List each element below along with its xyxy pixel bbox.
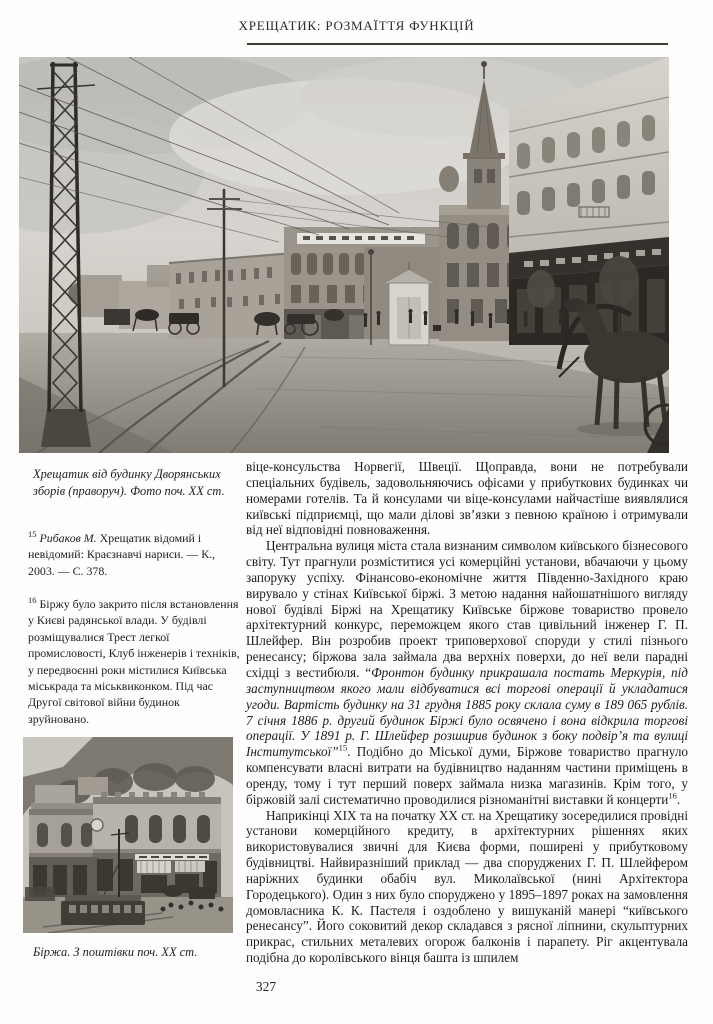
footnote-ref-15: 15 [338, 742, 348, 753]
footnote-15-marker: 15 [28, 528, 37, 539]
paragraph-2-continuation: . Подібно до Міської думи, Біржове товариство прагнуло компенсувати власні витрати на будівництво наданням частини приміщень в оренду, тому і тут перший поверх займала низка магазинів. Крім того, у біржовій залі систематично проводилися різноманітні виставки й концерти [246, 744, 688, 807]
article-paragraph-3: Наприкінці XIX та на початку XX ст. на Хрещатику зосередилися провідні установи комерційного кредиту, в архітектурних рішеннях яких використовувалися звичні для Києва форми, поширені у прибутковому будівництві. Найвиразніший приклад — два споруджених Г. П. Шлейфером наріжних будинки обабіч вул. Миколаївської (нині Архітектора Городецького). Один з них було споруджено у 1895–1897 роках на замовлення домовласника К. К. Пастеля і оздоблено у вишуканій манері “київського ренесансу”. Його соковитий декор складався з рясної ліпнини, скульптурних прикрас, стильних металевих огорож балконів і парапету. Ріг акцентувала подібна до королівського вінця башта із шпилем [246, 807, 688, 966]
photo-khreshchatyk-street [19, 57, 669, 453]
article-paragraph-2 [246, 538, 688, 807]
header-rule [247, 43, 668, 45]
paragraph-2-quotation: Фронтон будинку прикрашала постать Меркурія, під заступництвом якого мали відбуватися всі торгові операції й укладатися угоди. Вартість будинку на 31 грудня 1885 року склала суму в 189 065 рублів. 7 січня 1886 р. другий будинок Біржі було освячено і вона відкрила торгові операції. У 1891 р. Г. Шлейфер розширив будинок з боку подвір’я та вулиці Інститутської” [246, 664, 688, 760]
footnote-16 [28, 596, 241, 727]
photo2-caption: Біржа. З поштівки поч. XX ст. [33, 945, 198, 959]
footnote-15-author: Рибаков М. [39, 530, 97, 545]
photo1-caption: Хрещатик від будинку Дворянських зборів (праворуч). Фото поч. XX ст. [33, 467, 225, 498]
footnote-16-marker: 16 [28, 594, 37, 605]
paragraph-2-end: . [676, 791, 681, 807]
article-column [246, 459, 688, 966]
footnote-16-text: Біржу було закрито після встановлення у Києві радянської влади. У будівлі розміщувалися Трест легкої промисловості, Клуб інженерів і техніків, у передвоєнні роки містилися Київська міськрада та міськвиконком. Під час Другої світової війни будинок зруйновано. [28, 596, 240, 726]
photo1-street [19, 327, 669, 453]
article-paragraph-1: віце-консульства Норвегії, Швеції. Щоправда, вони не потребували спеціальних будівель, задовольняючись офісами у прибуткових будинках чи номерами готелів. Та й консулами чи віце-консулами найчастіше виявлялися київські підприємці, що мали ділові зв’язки з певною країною і отримували від неї відповідні повноваження. [246, 459, 688, 538]
footnote-ref-16: 16 [668, 790, 677, 801]
footnote-15 [28, 530, 241, 579]
running-head-title: ХРЕЩАТИК: РОЗМАЇТТЯ ФУНКЦІЙ [238, 18, 475, 33]
paragraph-2-lead: Центральна вулиця міста стала визнаним символом київського бізнесового світу. Тут прагнули розміститися усі комерційні установи, вбачаючи у цьому запоруку успіху. Фінансово-економічне життя Південно-Західного краю вирувало у стінах Київської біржі. З метою надання найошатнішого вигляду нової будівлі Біржі на Хрещатику Київське біржове товариство провело архітектурний конкурс, переможцем якого став цивільний інженер Г. П. Шлейфер. Він розробив проект триповерхової споруди у стилі пізнього ренесансу; біржова зала займала два верхніх поверхи, до неї вели парадні східці з вестибюля. “ [246, 538, 688, 680]
page-number: 327 [255, 979, 277, 994]
photo-birzha [23, 737, 233, 933]
footnote-15-text: Хрещатик відомий і невідомий: Краєзнавчі нариси. — К., 2003. — С. 378. [28, 530, 216, 578]
